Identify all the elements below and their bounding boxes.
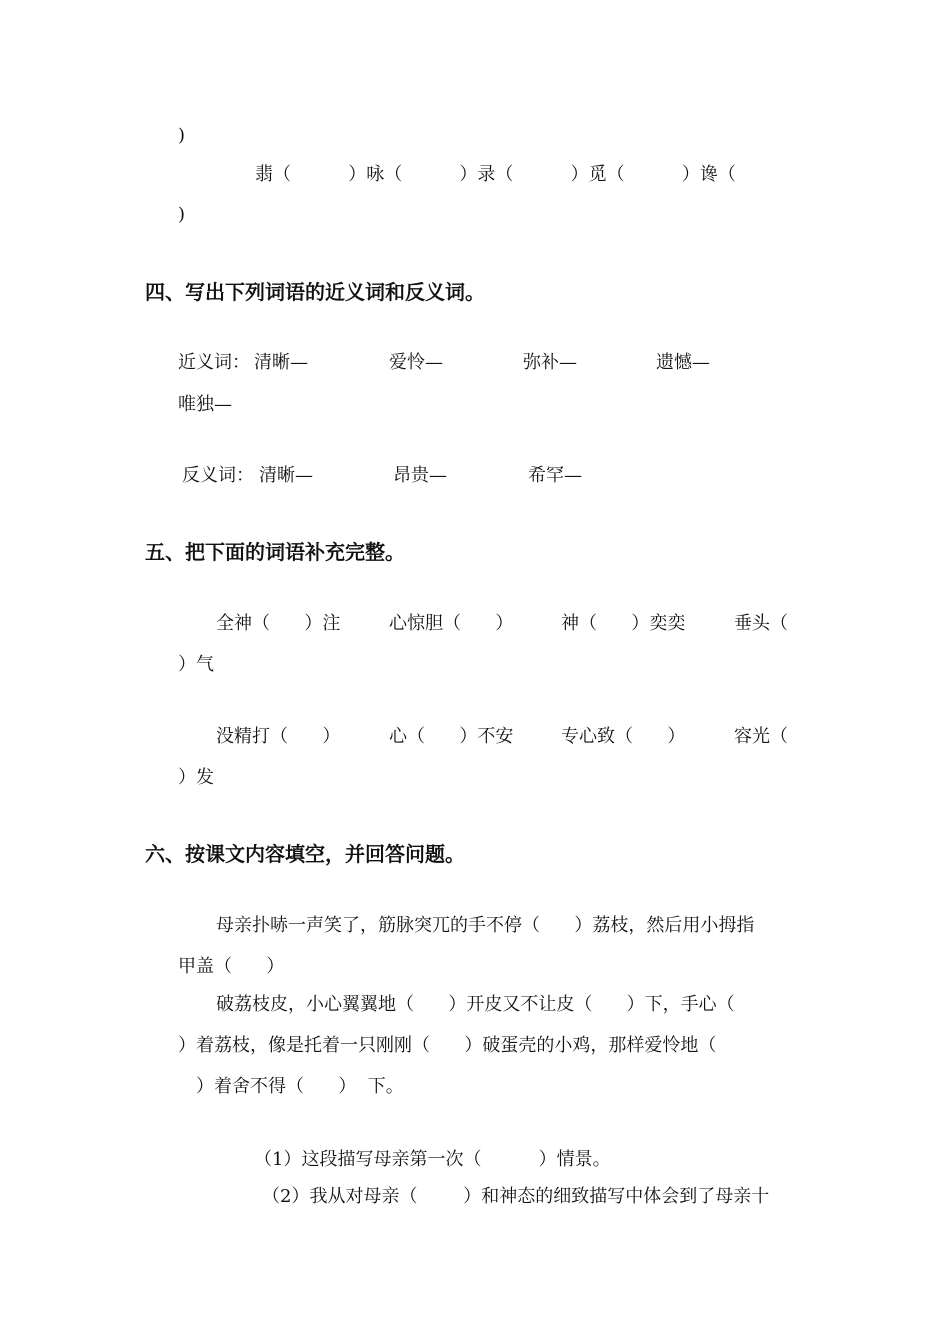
section-heading-5: 五、把下面的词语补充完整。 bbox=[145, 540, 405, 564]
synonym-item: 唯独— bbox=[178, 394, 232, 415]
antonym-item: 希罕— bbox=[528, 465, 582, 486]
passage-line: 甲盖（ ） bbox=[178, 956, 285, 977]
synonym-item: 爱怜— bbox=[389, 352, 443, 373]
pinyin-fill-row: 翡（ ）咏（ ）录（ ）觅（ ）谗（ bbox=[255, 164, 736, 185]
idiom-item: 神（ ）奕奕 bbox=[561, 613, 686, 634]
antonym-item: 清晰— bbox=[259, 465, 313, 486]
fill-line-close: ) bbox=[178, 125, 186, 146]
passage-line: 母亲扑哧一声笑了，筋脉突兀的手不停（ ）荔枝，然后用小拇指 bbox=[216, 915, 755, 936]
passage-line: ）着荔枝，像是托着一只刚刚（ ）破蛋壳的小鸡，那样爱怜地（ bbox=[178, 1035, 717, 1056]
idiom-item: 心（ ）不安 bbox=[389, 726, 514, 747]
section-heading-6: 六、按课文内容填空，并回答问题。 bbox=[145, 842, 465, 866]
idiom-item: 心惊胆（ ） bbox=[389, 613, 514, 634]
antonyms-label: 反义词： bbox=[182, 465, 254, 486]
idiom-item: 垂头（ bbox=[734, 613, 788, 634]
idiom-item: 专心致（ ） bbox=[561, 726, 686, 747]
passage-line: ）着舍不得（ ） 下。 bbox=[196, 1076, 404, 1097]
section-heading-4: 四、写出下列词语的近义词和反义词。 bbox=[145, 280, 485, 304]
synonym-item: 遗憾— bbox=[656, 352, 710, 373]
idiom-item: 全神（ ）注 bbox=[216, 613, 341, 634]
synonym-item: 清晰— bbox=[254, 352, 308, 373]
question-1: （1）这段描写母亲第一次（ ）情景。 bbox=[254, 1149, 611, 1170]
synonyms-label: 近义词： bbox=[178, 352, 250, 373]
antonym-item: 昂贵— bbox=[393, 465, 447, 486]
idiom-item: 容光（ bbox=[734, 726, 788, 747]
synonym-item: 弥补— bbox=[523, 352, 577, 373]
idiom-item-continuation: ）气 bbox=[178, 654, 214, 675]
question-2: （2）我从对母亲（ ）和神态的细致描写中体会到了母亲十 bbox=[262, 1186, 770, 1207]
idiom-item-continuation: ）发 bbox=[178, 767, 214, 788]
idiom-item: 没精打（ ） bbox=[216, 726, 341, 747]
passage-line: 破荔枝皮，小心翼翼地（ ）开皮又不让皮（ ）下，手心（ bbox=[216, 994, 735, 1015]
fill-line-close: ) bbox=[178, 204, 186, 225]
